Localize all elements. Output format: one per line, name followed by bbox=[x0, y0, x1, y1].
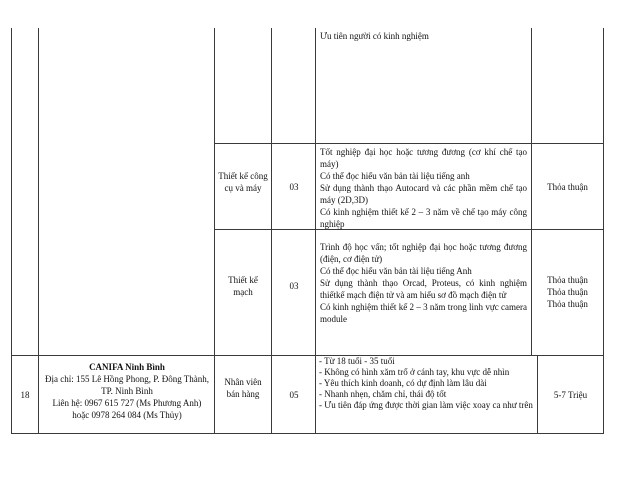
requirements-cell bbox=[320, 241, 527, 325]
quantity-cell bbox=[273, 280, 315, 292]
col-divider bbox=[38, 28, 39, 434]
row-index-cell bbox=[12, 389, 38, 401]
requirements-cell bbox=[320, 30, 526, 42]
requirement-line: Có kinh nghiệm thiết kế 2 – 3 năm trong linh vực camera module bbox=[320, 302, 527, 324]
requirement-line: Trình độ học vấn; tốt nghiệp đại học hoặc tương đương (điện, cơ điện tử) bbox=[320, 242, 527, 264]
position-cell bbox=[218, 376, 268, 400]
requirement-line: - Không có hình xăm trổ ở cánh tay, khu vực dễ nhìn bbox=[319, 367, 510, 377]
position-title: Thiết kế công cụ và máy bbox=[218, 171, 268, 193]
salary-value: Thỏa thuận bbox=[547, 299, 588, 309]
requirement-line: - Ưu tiên đáp ứng được thời gian làm việc xoay ca như trên bbox=[319, 400, 533, 410]
company-cell bbox=[44, 361, 210, 421]
company-name: CANIFA Ninh Bình bbox=[89, 362, 165, 372]
salary-cell bbox=[532, 181, 603, 193]
requirement-line: Sử dụng thành thạo Autocard và các phần mềm chế tạo máy (2D,3D) bbox=[320, 183, 527, 205]
requirement-line: - Nhanh nhẹn, chăm chỉ, thái độ tốt bbox=[319, 389, 447, 399]
position-cell bbox=[218, 170, 268, 194]
requirement-line: Có thể đọc hiểu văn bản tài liệu tiếng Anh bbox=[320, 266, 472, 276]
quantity-cell bbox=[273, 389, 315, 401]
requirements-cell bbox=[319, 356, 535, 411]
table-bottom-border bbox=[11, 433, 603, 434]
salary-value: Thỏa thuận bbox=[547, 287, 588, 297]
salary-cell bbox=[532, 274, 603, 310]
col-divider bbox=[271, 28, 272, 434]
requirement-line: Có thể đọc hiểu văn bản tài liệu tiếng anh bbox=[320, 171, 470, 181]
quantity-cell bbox=[273, 181, 315, 193]
company-contact: Liên hệ: 0967 615 727 (Ms Phương Anh) hoặc 0978 264 084 (Ms Thủy) bbox=[52, 398, 202, 420]
salary-value: Thỏa thuận bbox=[547, 275, 588, 285]
company-address: Địa chỉ: 155 Lê Hồng Phong, P. Đông Thành, TP. Ninh Bình bbox=[44, 374, 210, 396]
position-title: Thiết kế mạch bbox=[228, 275, 258, 297]
salary-value: Thỏa thuận bbox=[547, 182, 588, 192]
col-divider bbox=[214, 28, 215, 434]
requirement-line: Có kinh nghiệm thiết kế 2 – 3 năm về chế tạo máy công nghiệp bbox=[320, 207, 527, 229]
requirement-line: Ưu tiên người có kinh nghiệm bbox=[320, 31, 429, 41]
requirement-line: Sử dụng thành thạo Orcad, Proteus, có kinh nghiệm thiếtkế mạch điện tử và am hiểu sơ đồ mạch điện tử bbox=[320, 278, 527, 300]
row-divider bbox=[214, 143, 603, 144]
table-left-border bbox=[11, 28, 12, 434]
requirement-line: Tốt nghiệp đại học hoặc tương đương (cơ khí chế tạo máy) bbox=[320, 147, 527, 169]
salary-cell bbox=[538, 389, 603, 401]
requirement-line: - Từ 18 tuổi - 35 tuổi bbox=[319, 356, 395, 366]
requirement-line: - Yêu thích kinh doanh, có dự định làm lâu dài bbox=[319, 378, 487, 388]
table-right-border bbox=[603, 28, 604, 434]
quantity-value: 03 bbox=[289, 182, 299, 192]
row-index: 18 bbox=[20, 390, 30, 400]
position-title: Nhân viên bán hàng bbox=[224, 377, 262, 399]
quantity-value: 05 bbox=[289, 390, 299, 400]
quantity-value: 03 bbox=[289, 281, 299, 291]
salary-value: 5-7 Triệu bbox=[553, 390, 588, 400]
col-divider bbox=[315, 28, 316, 434]
position-cell bbox=[218, 274, 268, 298]
requirements-cell bbox=[320, 146, 527, 230]
